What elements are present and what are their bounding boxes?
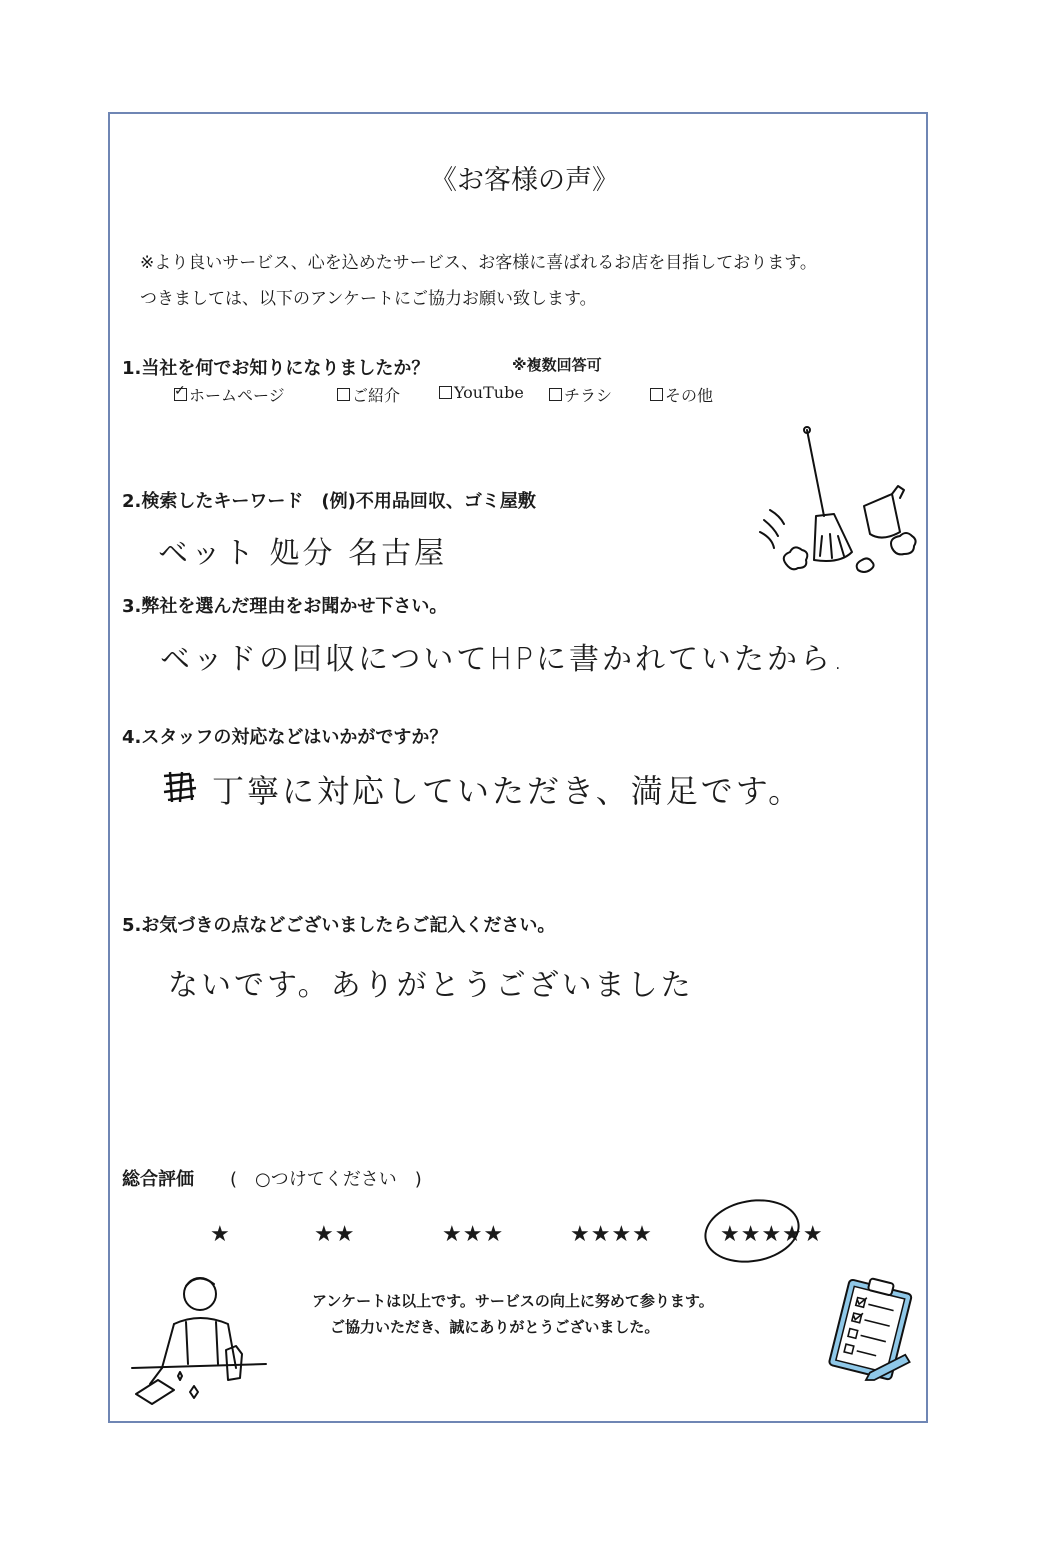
- closing-line-2: ご協力いただき、誠にありがとうございました。: [330, 1318, 660, 1336]
- checkbox[interactable]: [337, 388, 350, 401]
- rating-option-2[interactable]: ★★: [314, 1222, 356, 1247]
- question-1: 1.当社を何でお知りになりましたか？: [122, 358, 430, 379]
- option-other[interactable]: その他: [650, 383, 713, 406]
- closing-line-1: アンケートは以上です。サービスの向上に努めて参ります。: [312, 1292, 714, 1310]
- checkbox[interactable]: [650, 388, 663, 401]
- rating-option-4[interactable]: ★★★★: [570, 1222, 653, 1247]
- option-referral[interactable]: ご紹介: [337, 383, 400, 406]
- checkbox[interactable]: [439, 386, 452, 399]
- rating-instruction: ( ○つけてください ): [230, 1169, 422, 1190]
- question-5: 5.お気づきの点などございましたらご記入ください。: [122, 915, 556, 936]
- clipboard-checklist-icon: [822, 1276, 924, 1386]
- answer-3-handwritten: ベッドの回収についてHPに書かれていたから.: [160, 642, 846, 677]
- option-homepage[interactable]: ✓ ホームページ: [174, 383, 285, 406]
- answer-2-handwritten: ベット 処分 名古屋: [158, 536, 448, 571]
- question-3: 3.弊社を選んだ理由をお聞かせ下さい。: [122, 596, 448, 617]
- scribbled-out-word: [160, 770, 200, 804]
- multiple-answer-note: ※複数回答可: [512, 356, 602, 374]
- question-2: 2.検索したキーワード (例)不用品回収、ゴミ屋敷: [122, 491, 536, 512]
- option-flyer[interactable]: チラシ: [549, 383, 612, 406]
- checkbox[interactable]: [549, 388, 562, 401]
- intro-line-2: つきましては、以下のアンケートにご協力お願い致します。: [140, 289, 597, 309]
- question-4: 4.スタッフの対応などはいかがですか？: [122, 727, 448, 748]
- checkbox-checked[interactable]: [174, 388, 187, 401]
- rating-option-3[interactable]: ★★★: [442, 1222, 505, 1247]
- option-youtube[interactable]: YouTube: [439, 383, 524, 402]
- answer-4-handwritten: 丁寧に対応していただき、満足です。: [212, 772, 804, 810]
- intro-line-1: ※より良いサービス、心を込めたサービス、お客様に喜ばれるお店を目指しております。: [140, 253, 817, 273]
- person-cleaning-icon: [128, 1272, 268, 1412]
- rating-option-5[interactable]: ★★★★★: [720, 1222, 824, 1247]
- rating-option-1[interactable]: ★: [210, 1222, 231, 1247]
- form-title: 《お客様の声》: [430, 165, 619, 196]
- overall-rating-label: 総合評価: [122, 1169, 194, 1190]
- scribble-icon: [160, 770, 200, 804]
- answer-5-handwritten: ないです。ありがとうございました: [168, 968, 694, 1003]
- broom-dustpan-icon: [752, 424, 927, 584]
